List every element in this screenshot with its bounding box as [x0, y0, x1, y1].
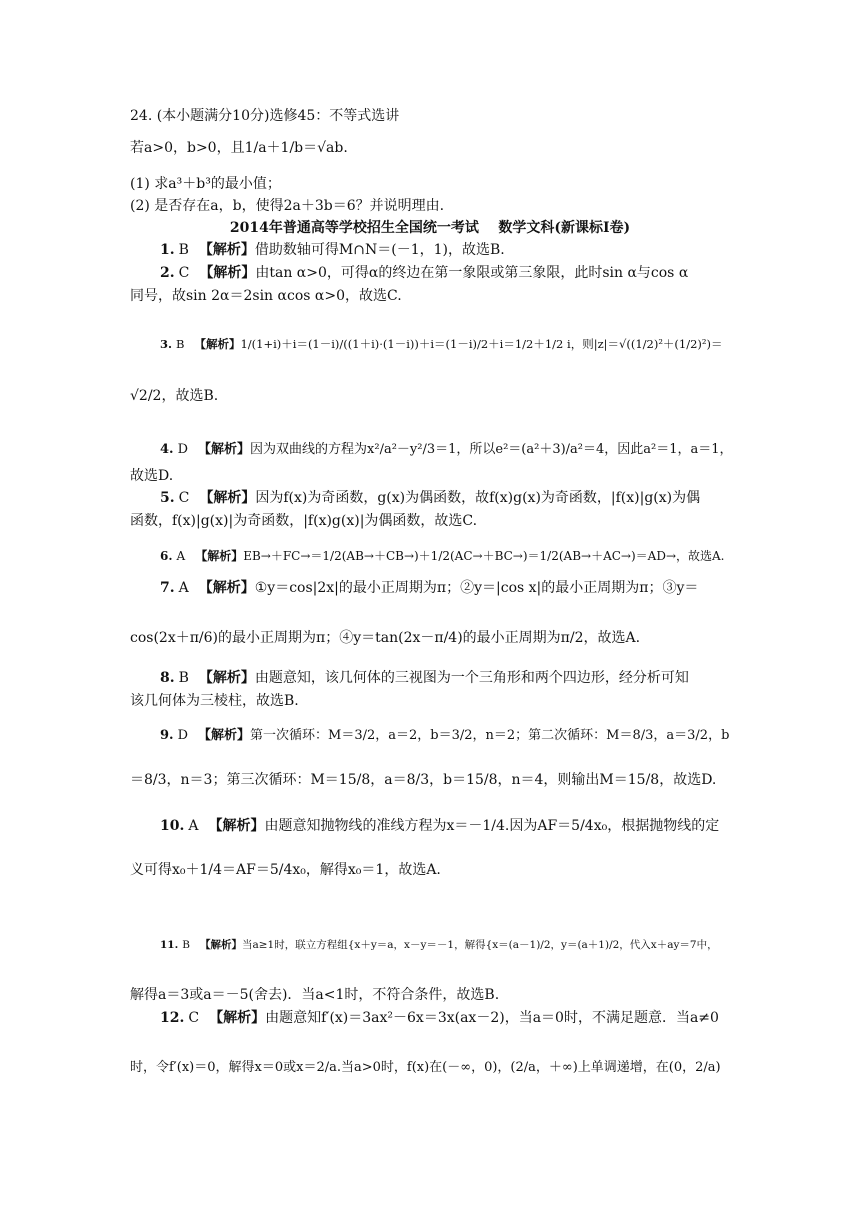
analysis-text: 由题意知抛物线的准线方程为x＝－1/4.因为AF＝5/4x₀，根据抛物线的定	[264, 818, 720, 834]
exam-year-title: 2014年普通高等学校招生全国统一考试	[229, 220, 479, 236]
answer-item	[160, 488, 740, 508]
analysis-text: 当a≥1时，联立方程组{x＋y＝a，x－y＝－1，解得{x＝(a－1)/2，y＝(a＋1)/2，代入x＋ay＝7中，	[242, 939, 718, 951]
answer-number: 9.	[160, 728, 174, 743]
analysis-continuation: ＝8/3，n＝3；第三次循环：M＝15/8，a＝8/3，b＝15/8，n＝4，则输出M＝15/8，故选D.	[130, 772, 717, 788]
analysis-continuation: cos(2x＋π/6)的最小正周期为π；④y＝tan(2x－π/4)的最小正周期为π/2，故选A.	[130, 630, 641, 646]
analysis-tag: 【解析】	[209, 1010, 266, 1026]
analysis-tag: 【解析】	[198, 580, 255, 596]
answer-choice: B	[178, 670, 189, 686]
analysis-continuation: 该几何体为三棱柱，故选B.	[130, 693, 299, 709]
answer-item	[160, 440, 740, 460]
analysis-text: 由题意知f′(x)＝3ax²－6x＝3x(ax－2)，当a＝0时，不满足题意．当a≠0	[265, 1010, 719, 1026]
q24-title: 24. (本小题满分10分)选修45：不等式选讲	[130, 108, 400, 124]
answer-item	[160, 935, 740, 955]
analysis-tag: 【解析】	[200, 939, 242, 951]
analysis-continuation: 同号，故sin 2α＝2sin αcos α>0，故选C.	[130, 288, 402, 304]
analysis-tag: 【解析】	[198, 442, 251, 457]
answer-choice: B	[176, 337, 185, 351]
analysis-tag: 【解析】	[194, 337, 241, 351]
analysis-tag: 【解析】	[199, 490, 256, 506]
answer-item	[160, 578, 740, 598]
analysis-text: 借助数轴可得M∩N＝(－1，1)，故选B.	[254, 242, 505, 258]
answer-choice: D	[177, 728, 189, 743]
exam-heading	[130, 218, 730, 238]
answer-choice: B	[178, 242, 189, 258]
analysis-text: EB→＋FC→＝1/2(AB→＋CB→)＋1/2(AC→＋BC→)＝1/2(AB→＋AC→)＝AD→，故选A.	[243, 549, 725, 563]
analysis-text: 由tan α>0，可得α的终边在第一象限或第三象限，此时sin α与cos α	[255, 265, 689, 281]
answer-item	[160, 546, 740, 566]
answer-choice: D	[177, 442, 189, 457]
analysis-tag: 【解析】	[208, 818, 265, 834]
answer-choice: B	[182, 939, 190, 951]
answer-choice: C	[178, 265, 190, 281]
analysis-continuation: 函数，f(x)|g(x)|为奇函数，|f(x)g(x)|为偶函数，故选C.	[130, 513, 478, 529]
analysis-tag: 【解析】	[198, 670, 255, 686]
analysis-text: 1/(1+i)＋i＝(1－i)/((1＋i)·(1－i))＋i＝(1－i)/2＋i＝1/2＋1/2 i，则|z|＝√((1/2)²＋(1/2)²)＝	[240, 337, 723, 351]
answer-number: 11.	[160, 939, 179, 951]
answer-item	[160, 816, 740, 836]
answer-number: 12.	[160, 1010, 185, 1026]
analysis-text: 因为双曲线的方程为x²/a²－y²/3＝1，所以e²＝(a²＋3)/a²＝4，因此a²＝1，a＝1，	[250, 442, 733, 457]
analysis-text: 第一次循环：M＝3/2，a＝2，b＝3/2，n＝2；第二次循环：M＝8/3，a＝3/2，b	[250, 728, 730, 743]
answer-item	[160, 1008, 740, 1028]
analysis-continuation: 时，令f′(x)＝0，解得x＝0或x＝2/a.当a>0时，f(x)在(－∞，0)，(2/a，＋∞)上单调递增，在(0，2/a)	[130, 1060, 721, 1075]
q24-part1: (1) 求a³＋b³的最小值；	[130, 176, 281, 192]
analysis-text: 因为f(x)为奇函数，g(x)为偶函数，故f(x)g(x)为奇函数，|f(x)|g(x)为偶	[255, 490, 701, 506]
answer-choice: C	[188, 1010, 200, 1026]
answer-choice: A	[188, 818, 199, 834]
answer-item	[160, 668, 740, 688]
answer-number: 6.	[160, 549, 173, 563]
answer-number: 5.	[160, 490, 175, 506]
analysis-text: ①y＝cos|2x|的最小正周期为π；②y＝|cos x|的最小正周期为π；③y＝	[254, 580, 699, 596]
analysis-continuation: 故选D.	[130, 468, 174, 484]
analysis-text: 由题意知，该几何体的三视图为一个三角形和两个四边形，经分析可知	[254, 670, 689, 686]
answer-item	[160, 263, 740, 283]
q24-part2: (2) 是否存在a，b，使得2a＋3b＝6？并说明理由.	[130, 198, 445, 214]
answer-number: 4.	[160, 442, 174, 457]
answer-number: 10.	[160, 818, 185, 834]
exam-subject: 数学文科(新课标Ⅰ卷)	[498, 220, 631, 236]
answer-number: 7.	[160, 580, 175, 596]
analysis-tag: 【解析】	[198, 242, 255, 258]
analysis-continuation: 解得a＝3或a＝－5(舍去)．当a<1时，不符合条件，故选B.	[130, 987, 500, 1003]
answer-item	[160, 334, 740, 354]
answer-choice: C	[178, 490, 190, 506]
analysis-tag: 【解析】	[198, 728, 251, 743]
analysis-continuation: 义可得x₀＋1/4＝AF＝5/4x₀，解得x₀＝1，故选A.	[130, 862, 441, 878]
answer-number: 1.	[160, 242, 175, 258]
answer-number: 3.	[160, 337, 173, 351]
answer-item	[160, 726, 740, 746]
answer-number: 2.	[160, 265, 175, 281]
analysis-continuation: √2/2，故选B.	[130, 388, 219, 404]
answer-choice: A	[178, 580, 189, 596]
analysis-tag: 【解析】	[199, 265, 256, 281]
answer-choice: A	[176, 549, 186, 563]
analysis-tag: 【解析】	[195, 549, 244, 563]
answer-number: 8.	[160, 670, 175, 686]
answer-item	[160, 240, 740, 260]
q24-condition: 若a>0，b>0，且1/a＋1/b＝√ab.	[130, 140, 348, 156]
